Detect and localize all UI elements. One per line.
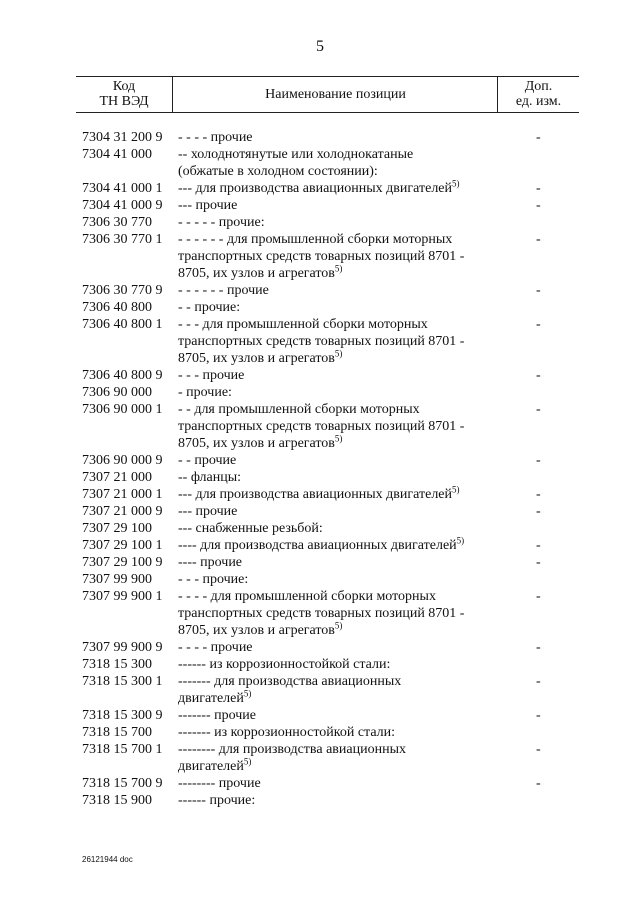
header-code-line1: Код bbox=[112, 79, 136, 94]
row-description bbox=[178, 792, 508, 809]
row-unit: - bbox=[536, 538, 541, 553]
row-unit: - bbox=[536, 198, 541, 213]
row-description-line bbox=[178, 690, 508, 707]
footnote-marker: 5) bbox=[452, 178, 460, 189]
table-row bbox=[82, 571, 562, 588]
row-code: 7318 15 700 9 bbox=[82, 776, 163, 791]
row-code: 7306 40 800 bbox=[82, 300, 152, 315]
row-description-text: - - - прочие: bbox=[178, 572, 249, 587]
row-description-text: транспортных средств товарных позиций 8701 - bbox=[178, 419, 465, 434]
row-description-line bbox=[178, 639, 508, 656]
row-description-text: транспортных средств товарных позиций 8701 - bbox=[178, 249, 465, 264]
row-description bbox=[178, 401, 508, 452]
footnote-marker: 5) bbox=[452, 484, 460, 495]
row-description-text: --- снабженные резьбой: bbox=[178, 521, 323, 536]
row-description-text: -------- для производства авиационных bbox=[178, 742, 406, 757]
row-description-line bbox=[178, 146, 508, 163]
row-description-line bbox=[178, 197, 508, 214]
row-code: 7307 29 100 1 bbox=[82, 538, 163, 553]
row-description-text: --- для производства авиационных двигателей bbox=[178, 487, 453, 502]
row-code: 7306 90 000 1 bbox=[82, 402, 163, 417]
row-code: 7306 90 000 bbox=[82, 385, 152, 400]
row-unit: - bbox=[536, 708, 541, 723]
row-description bbox=[178, 571, 508, 588]
table-row bbox=[82, 520, 562, 537]
row-description-line bbox=[178, 231, 508, 248]
row-code: 7306 40 800 1 bbox=[82, 317, 163, 332]
row-description bbox=[178, 316, 508, 367]
table-row bbox=[82, 537, 562, 554]
row-description bbox=[178, 554, 508, 571]
row-description-text: транспортных средств товарных позиций 8701 - bbox=[178, 606, 465, 621]
row-code: 7306 30 770 9 bbox=[82, 283, 163, 298]
row-description-text: - - - - для промышленной сборки моторных bbox=[178, 589, 436, 604]
row-description-line bbox=[178, 758, 508, 775]
row-description-line bbox=[178, 367, 508, 384]
row-description-text: ------- для производства авиационных bbox=[178, 674, 402, 689]
row-description-line bbox=[178, 792, 508, 809]
footnote-marker: 5) bbox=[243, 756, 252, 767]
row-unit: - bbox=[536, 130, 541, 145]
row-unit: - bbox=[536, 776, 541, 791]
row-description-line bbox=[178, 724, 508, 741]
row-description-line bbox=[178, 129, 508, 146]
footnote-marker: 5) bbox=[243, 688, 252, 699]
row-code: 7307 99 900 1 bbox=[82, 589, 163, 604]
row-unit: - bbox=[536, 555, 541, 570]
row-description-line bbox=[178, 673, 508, 690]
page-number: 5 bbox=[316, 38, 324, 55]
row-description-text: 8705, их узлов и агрегатов bbox=[178, 351, 335, 366]
row-code: 7307 21 000 bbox=[82, 470, 152, 485]
row-description-text: - - - прочие bbox=[178, 368, 245, 383]
row-description-line bbox=[178, 435, 508, 452]
row-description-line bbox=[178, 656, 508, 673]
row-description-line bbox=[178, 537, 508, 554]
document-footer: 26121944 doc bbox=[82, 855, 133, 864]
header-name-column: Наименование позиции bbox=[265, 87, 406, 102]
row-description-text: - - - - - - для промышленной сборки моторных bbox=[178, 232, 453, 247]
table-row bbox=[82, 554, 562, 571]
row-description-text: - - - для промышленной сборки моторных bbox=[178, 317, 428, 332]
row-description-line bbox=[178, 775, 508, 792]
row-description-line bbox=[178, 401, 508, 418]
row-description-line bbox=[178, 418, 508, 435]
row-description-text: -------- прочие bbox=[178, 776, 261, 791]
row-description-text: - - прочие: bbox=[178, 300, 241, 315]
row-code: 7304 41 000 bbox=[82, 147, 152, 162]
row-description-line bbox=[178, 248, 508, 265]
row-description-line bbox=[178, 333, 508, 350]
row-unit: - bbox=[536, 402, 541, 417]
row-code: 7304 41 000 1 bbox=[82, 181, 163, 196]
table-row bbox=[82, 452, 562, 469]
header-code-line2: ТН ВЭД bbox=[99, 94, 149, 109]
row-description bbox=[178, 724, 508, 741]
row-unit: - bbox=[536, 742, 541, 757]
row-description-line bbox=[178, 384, 508, 401]
row-code: 7318 15 700 bbox=[82, 725, 152, 740]
row-description-text: - - прочие bbox=[178, 453, 237, 468]
row-description bbox=[178, 180, 508, 197]
row-description-text: -- фланцы: bbox=[178, 470, 242, 485]
row-description bbox=[178, 384, 508, 401]
row-description-text: 8705, их узлов и агрегатов bbox=[178, 266, 335, 281]
row-description-text: ------ из коррозионностойкой стали: bbox=[178, 657, 391, 672]
footnote-marker: 5) bbox=[334, 620, 343, 631]
table-row bbox=[82, 469, 562, 486]
row-description-text: двигателей bbox=[178, 691, 244, 706]
row-code: 7307 21 000 1 bbox=[82, 487, 163, 502]
row-description-line bbox=[178, 571, 508, 588]
table-row bbox=[82, 197, 562, 214]
row-description bbox=[178, 537, 508, 554]
table-row bbox=[82, 180, 562, 197]
table-row bbox=[82, 639, 562, 656]
row-description bbox=[178, 486, 508, 503]
row-description-text: - прочие: bbox=[178, 385, 232, 400]
footnote-marker: 5) bbox=[334, 433, 343, 444]
row-description bbox=[178, 452, 508, 469]
row-code: 7318 15 900 bbox=[82, 793, 152, 808]
row-code: 7318 15 300 bbox=[82, 657, 152, 672]
table-row bbox=[82, 503, 562, 520]
row-description-line bbox=[178, 486, 508, 503]
row-description-line bbox=[178, 622, 508, 639]
row-code: 7304 31 200 9 bbox=[82, 130, 163, 145]
row-description bbox=[178, 282, 508, 299]
row-description-text: ---- для производства авиационных двигателей bbox=[178, 538, 457, 553]
row-code: 7307 29 100 bbox=[82, 521, 152, 536]
row-unit: - bbox=[536, 368, 541, 383]
row-code: 7306 90 000 9 bbox=[82, 453, 163, 468]
row-description bbox=[178, 639, 508, 656]
row-description-line bbox=[178, 180, 508, 197]
row-code: 7318 15 700 1 bbox=[82, 742, 163, 757]
table-header bbox=[76, 76, 579, 113]
row-unit: - bbox=[536, 283, 541, 298]
header-unit-column bbox=[497, 77, 579, 112]
row-description-text: - - - - прочие bbox=[178, 640, 253, 655]
table-row bbox=[82, 741, 562, 775]
row-description-line bbox=[178, 214, 508, 231]
row-description-text: транспортных средств товарных позиций 8701 - bbox=[178, 334, 465, 349]
row-description-line bbox=[178, 588, 508, 605]
row-description bbox=[178, 588, 508, 639]
row-code: 7307 21 000 9 bbox=[82, 504, 163, 519]
row-unit: - bbox=[536, 589, 541, 604]
footnote-marker: 5) bbox=[456, 535, 465, 546]
row-description-text: --- прочие bbox=[178, 504, 238, 519]
table-row bbox=[82, 316, 562, 367]
row-unit: - bbox=[536, 487, 541, 502]
row-description bbox=[178, 197, 508, 214]
row-description bbox=[178, 775, 508, 792]
header-unit-line1: Доп. bbox=[524, 79, 553, 94]
row-description-line bbox=[178, 707, 508, 724]
row-description-text: - - - - - - прочие bbox=[178, 283, 269, 298]
row-description-text: двигателей bbox=[178, 759, 244, 774]
row-code: 7306 30 770 bbox=[82, 215, 152, 230]
row-description bbox=[178, 503, 508, 520]
row-description-text: --- для производства авиационных двигателей bbox=[178, 181, 453, 196]
row-description bbox=[178, 656, 508, 673]
row-description-line bbox=[178, 316, 508, 333]
row-unit: - bbox=[536, 317, 541, 332]
table-row bbox=[82, 367, 562, 384]
row-description-line bbox=[178, 554, 508, 571]
table-row bbox=[82, 775, 562, 792]
row-description-text: ---- прочие bbox=[178, 555, 243, 570]
row-description-text: - - - - - прочие: bbox=[178, 215, 265, 230]
row-description-text: --- прочие bbox=[178, 198, 238, 213]
row-code: 7304 41 000 9 bbox=[82, 198, 163, 213]
row-description bbox=[178, 741, 508, 775]
row-description bbox=[178, 214, 508, 231]
row-description bbox=[178, 146, 508, 180]
row-description bbox=[178, 707, 508, 724]
row-description bbox=[178, 129, 508, 146]
table-row bbox=[82, 384, 562, 401]
row-unit: - bbox=[536, 504, 541, 519]
row-description-line bbox=[178, 282, 508, 299]
table-row bbox=[82, 724, 562, 741]
row-code: 7307 99 900 bbox=[82, 572, 152, 587]
table-row bbox=[82, 214, 562, 231]
row-description-text: ------ прочие: bbox=[178, 793, 256, 808]
row-description-text: - - - - прочие bbox=[178, 130, 253, 145]
row-code: 7307 29 100 9 bbox=[82, 555, 163, 570]
row-description-text: 8705, их узлов и агрегатов bbox=[178, 436, 335, 451]
row-unit: - bbox=[536, 453, 541, 468]
row-description bbox=[178, 367, 508, 384]
row-description bbox=[178, 231, 508, 282]
table-row bbox=[82, 673, 562, 707]
row-unit: - bbox=[536, 640, 541, 655]
table-row bbox=[82, 146, 562, 180]
table-row bbox=[82, 656, 562, 673]
table-row bbox=[82, 588, 562, 639]
table-row bbox=[82, 486, 562, 503]
row-description-line bbox=[178, 299, 508, 316]
table-row bbox=[82, 129, 562, 146]
row-code: 7318 15 300 1 bbox=[82, 674, 163, 689]
row-description-line bbox=[178, 503, 508, 520]
row-description-text: ------- из коррозионностойкой стали: bbox=[178, 725, 396, 740]
footnote-marker: 5) bbox=[334, 348, 343, 359]
footnote-marker: 5) bbox=[334, 263, 343, 274]
row-code: 7318 15 300 9 bbox=[82, 708, 163, 723]
row-unit: - bbox=[536, 232, 541, 247]
row-description-text: ------- прочие bbox=[178, 708, 257, 723]
table-row bbox=[82, 299, 562, 316]
row-code: 7306 30 770 1 bbox=[82, 232, 163, 247]
row-unit: - bbox=[536, 674, 541, 689]
row-description bbox=[178, 673, 508, 707]
table-row bbox=[82, 792, 562, 809]
row-description-line bbox=[178, 741, 508, 758]
table-row bbox=[82, 401, 562, 452]
row-description-line bbox=[178, 605, 508, 622]
header-unit-line2: ед. изм. bbox=[515, 94, 562, 109]
row-code: 7306 40 800 9 bbox=[82, 368, 163, 383]
row-description-line bbox=[178, 350, 508, 367]
table-body bbox=[82, 129, 562, 809]
row-description-text: -- холоднотянутые или холоднокатаные bbox=[178, 147, 414, 162]
row-description-text: (обжатые в холодном состоянии): bbox=[178, 164, 378, 179]
row-description-text: - - для промышленной сборки моторных bbox=[178, 402, 420, 417]
table-row bbox=[82, 707, 562, 724]
row-unit: - bbox=[536, 181, 541, 196]
row-code: 7307 99 900 9 bbox=[82, 640, 163, 655]
row-description-text: 8705, их узлов и агрегатов bbox=[178, 623, 335, 638]
row-description-line bbox=[178, 452, 508, 469]
row-description bbox=[178, 299, 508, 316]
header-code-column bbox=[76, 77, 173, 112]
table-row bbox=[82, 282, 562, 299]
row-description-line bbox=[178, 265, 508, 282]
table-row bbox=[82, 231, 562, 282]
